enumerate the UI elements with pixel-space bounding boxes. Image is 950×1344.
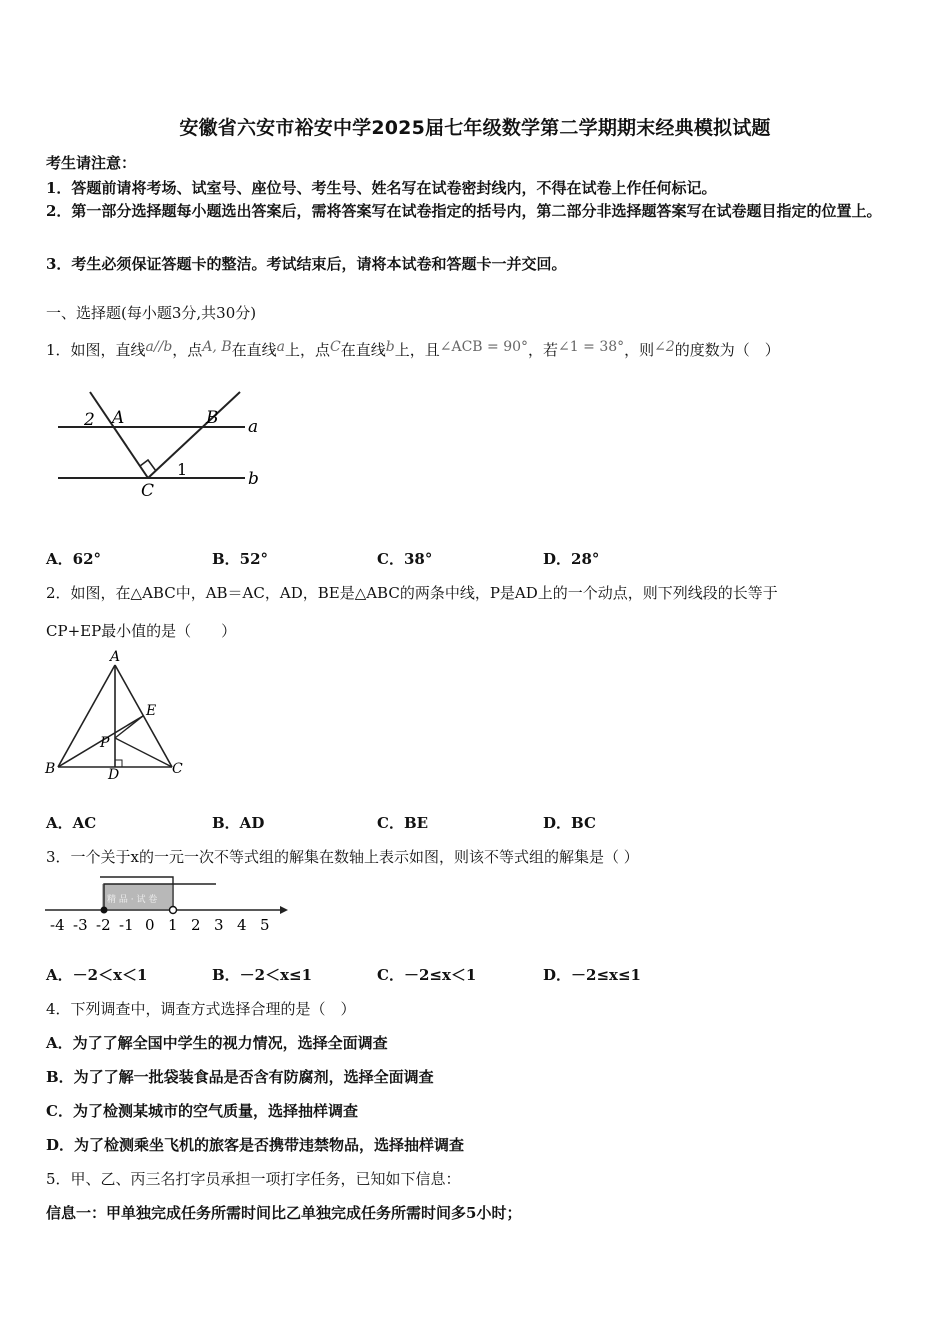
point-p-label: P	[100, 735, 110, 751]
q1-math: b	[385, 339, 395, 355]
point-d-label: D	[108, 767, 120, 783]
question-1-text	[46, 339, 780, 360]
q2-option-b[interactable]: B．AD	[212, 814, 265, 832]
point-a-label: A	[112, 408, 125, 428]
line-a-label: a	[248, 417, 259, 437]
q1-text-part: ，若	[528, 341, 559, 359]
point-e-label: E	[146, 703, 157, 719]
point-b-label: B	[45, 761, 56, 777]
exam-title: 安徽省六安市裕安中学2025届七年级数学第二学期期末经典模拟试题	[179, 117, 771, 139]
q1-math: A, B	[202, 339, 232, 355]
side-ac	[115, 665, 172, 767]
segment-cb	[148, 392, 240, 478]
q1-math: a	[276, 339, 285, 355]
q1-math: C	[330, 339, 341, 355]
q1-text-part: 上，且	[394, 341, 440, 359]
notice-item-3: 3．考生必须保证答题卡的整洁。考试结束后，请将本试卷和答题卡一并交回。	[46, 255, 567, 273]
question-2-text: 2．如图，在△ABC中，AB＝AC，AD，BE是△ABC的两条中线，P是AD上的一个动点，则下列线段的长等于	[46, 584, 778, 602]
q3-option-d[interactable]: D．－2≤x≤1	[543, 966, 641, 984]
q1-figure	[50, 380, 280, 510]
q1-math: ∠2	[654, 339, 675, 355]
tick-label: 4	[237, 916, 247, 934]
q1-math: ∠ACB = 90°	[439, 339, 529, 355]
q1-math: a//b	[145, 339, 173, 355]
q2-option-c[interactable]: C．BE	[377, 814, 429, 832]
q4-option-c[interactable]: C．为了检测某城市的空气质量，选择抽样调查	[46, 1102, 358, 1120]
angle-1-label: 1	[177, 460, 188, 479]
tick-label: -1	[119, 916, 134, 934]
tick-label: -3	[73, 916, 88, 934]
notice-item-1: 1．答题前请将考场、试室号、座位号、考生号、姓名写在试卷密封线内，不得在试卷上作任何标记。	[46, 179, 717, 197]
section-heading: 一、选择题(每小题3分,共30分)	[46, 304, 257, 322]
tick-label: -2	[96, 916, 111, 934]
q1-option-d[interactable]: D．28°	[543, 550, 600, 568]
axis-arrow	[280, 906, 288, 914]
question-4-text: 4．下列调查中，调查方式选择合理的是（ ）	[46, 1000, 356, 1018]
point-b-label: B	[206, 408, 219, 428]
q1-option-c[interactable]: C．38°	[377, 550, 433, 568]
q2-figure	[40, 645, 200, 785]
q3-option-b[interactable]: B．－2＜x≤1	[212, 966, 313, 984]
q4-option-b[interactable]: B．为了了解一批袋装食品是否含有防腐剂，选择全面调查	[46, 1068, 434, 1086]
point-c-label: C	[172, 761, 183, 777]
q1-option-b[interactable]: B．52°	[212, 550, 269, 568]
tick-label: 3	[214, 916, 224, 934]
tick-label: -4	[50, 916, 65, 934]
q1-option-a[interactable]: A．62°	[46, 550, 102, 568]
q2-option-d[interactable]: D．BC	[543, 814, 596, 832]
angle-2-label: 2	[84, 410, 95, 430]
tick-label: 0	[145, 916, 155, 934]
q1-text-part: 在直线	[340, 341, 386, 359]
q1-text-part: 上，点	[285, 341, 331, 359]
q1-text-part: ，点	[172, 341, 203, 359]
right-angle-mark	[115, 760, 122, 767]
q1-math: ∠1 = 38°	[558, 339, 625, 355]
notice-item-2: 2．第一部分选择题每小题选出答案后，需将答案写在试卷指定的括号内，第二部分非选择题答案写在试卷题目指定的位置上。	[46, 202, 882, 220]
q1-text-part: ，则	[624, 341, 655, 359]
point-c-label: C	[141, 481, 155, 501]
line-b-label: b	[248, 469, 259, 489]
q1-text-part: 的度数为（ ）	[674, 341, 780, 359]
open-endpoint	[170, 907, 177, 914]
notice-heading: 考生请注意：	[46, 154, 137, 172]
tick-label: 1	[168, 916, 178, 934]
figure-watermark: 精 品 · 试 卷	[107, 895, 158, 905]
q4-option-a[interactable]: A．为了了解全国中学生的视力情况，选择全面调查	[46, 1034, 388, 1052]
q2-option-a[interactable]: A．AC	[46, 814, 97, 832]
side-ab	[58, 665, 115, 767]
q1-text-part: 在直线	[231, 341, 277, 359]
solid-endpoint	[101, 907, 108, 914]
segment-ep	[115, 716, 143, 738]
point-a-label: A	[110, 649, 121, 665]
q3-option-a[interactable]: A．－2＜x＜1	[46, 966, 148, 984]
tick-label: 2	[191, 916, 201, 934]
q4-option-d[interactable]: D．为了检测乘坐飞机的旅客是否携带违禁物品，选择抽样调查	[46, 1136, 465, 1154]
q3-number-line	[40, 872, 300, 940]
q5-info-1: 信息一：甲单独完成任务所需时间比乙单独完成任务所需时间多5小时；	[46, 1204, 522, 1222]
question-3-text: 3．一个关于x的一元一次不等式组的解集在数轴上表示如图，则该不等式组的解集是（ ）	[46, 848, 639, 866]
question-2-text-cont: CP+EP最小值的是（ ）	[46, 622, 237, 640]
q1-text-part: 1．如图，直线	[46, 341, 146, 359]
question-5-text: 5．甲、乙、丙三名打字员承担一项打字任务，已知如下信息：	[46, 1170, 461, 1188]
q3-option-c[interactable]: C．－2≤x＜1	[377, 966, 477, 984]
segment-ac	[90, 392, 148, 478]
tick-label: 5	[260, 916, 270, 934]
